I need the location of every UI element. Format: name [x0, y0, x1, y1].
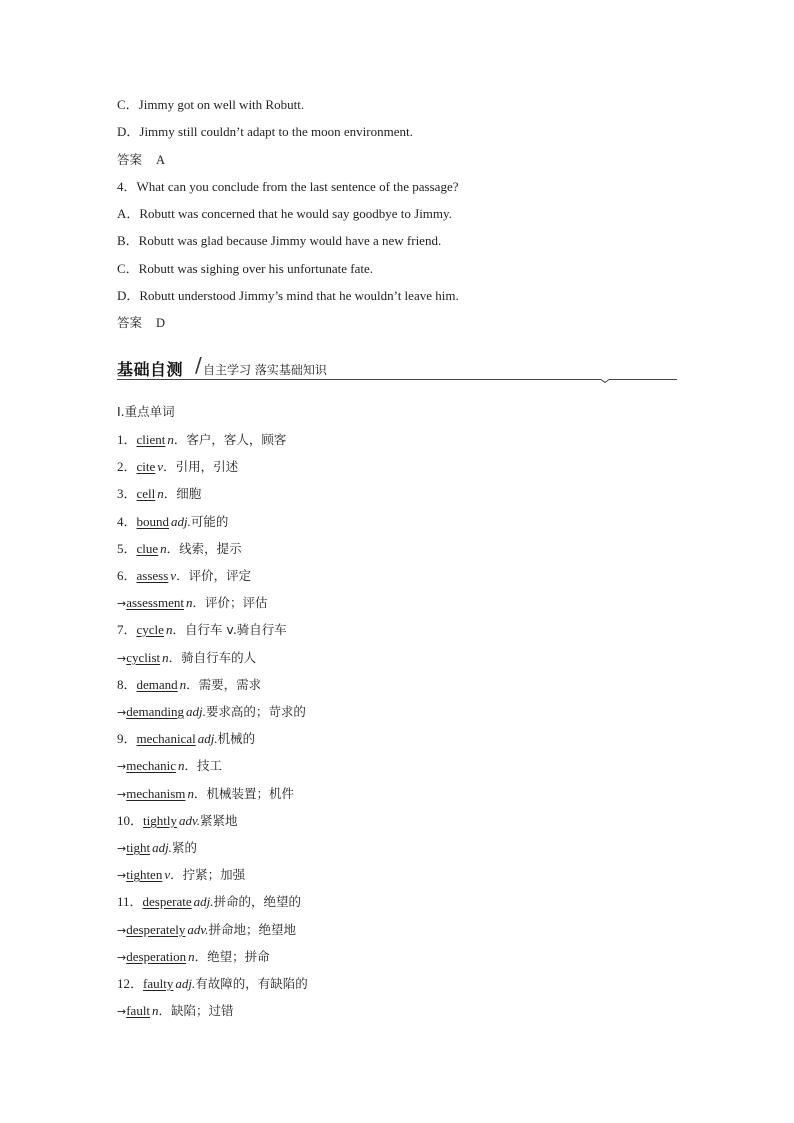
section-rule-line: [117, 378, 677, 384]
vocab-word: tighten: [126, 867, 163, 882]
part-of-speech: adj.: [152, 840, 172, 855]
part-of-speech: n: [157, 486, 164, 501]
q3-answer: [117, 152, 165, 168]
vocab-word: cyclist: [126, 650, 161, 665]
q4-answer: [117, 315, 165, 331]
item-number: 2．: [117, 459, 137, 474]
vocab-meaning: ．绝望；拼命: [194, 949, 270, 964]
vocab-word: assess: [136, 568, 169, 583]
vocab-row: [117, 514, 228, 530]
vocab-meaning: ．引用，引述: [163, 459, 239, 474]
vocab-word: tightly: [143, 813, 177, 828]
item-number: 1．: [117, 432, 137, 447]
vocab-meaning: ．技工: [184, 758, 223, 773]
derivative-arrow: →: [117, 788, 127, 801]
derivative-arrow: →: [117, 869, 127, 882]
q4-option-d: D．Robutt understood Jimmy’s mind that he wouldn’t leave him.: [117, 288, 459, 303]
item-number: 10．: [117, 813, 144, 828]
part-of-speech: n: [187, 786, 194, 801]
part-of-speech: n: [165, 622, 173, 637]
vocab-row: [117, 976, 308, 992]
vocab-row: [117, 922, 296, 939]
vocab-word: fault: [126, 1003, 151, 1018]
part-of-speech: adj.: [171, 514, 191, 529]
vocab-row: [117, 840, 197, 857]
vocab-word: client: [136, 432, 166, 447]
derivative-arrow: →: [117, 760, 127, 773]
vocab-row: [117, 704, 306, 721]
vocab-word: demanding: [126, 704, 184, 719]
vocab-row: [117, 786, 294, 803]
vocab-meaning: 有故障的，有缺陷的: [195, 976, 308, 991]
q3-option-c: C．Jimmy got on well with Robutt.: [117, 97, 305, 112]
item-number: 9．: [117, 731, 137, 746]
vocab-word: desperation: [126, 949, 187, 964]
part-of-speech: adj.: [193, 894, 214, 909]
item-number: 3．: [117, 486, 137, 501]
q4-option-b: B．Robutt was glad because Jimmy would have a new friend.: [117, 233, 442, 248]
q3-option-d: D．Jimmy still couldn’t adapt to the moon environment.: [117, 124, 413, 139]
part-of-speech: adv.: [187, 922, 209, 937]
vocab-row: [117, 650, 256, 667]
part-of-speech: n: [167, 432, 174, 447]
vocab-row: [117, 432, 286, 448]
vocab-meaning: ．需要，需求: [186, 677, 262, 692]
vocab-word: assessment: [126, 595, 184, 610]
item-number: 6．: [117, 568, 137, 583]
vocab-meaning: 紧紧地: [200, 813, 238, 828]
vocab-row: [117, 677, 261, 693]
vocab-row: [117, 622, 287, 638]
item-number: 12．: [117, 976, 144, 991]
vocab-meaning: ．拧紧；加强: [170, 867, 246, 882]
part-of-speech: adv.: [178, 813, 201, 828]
vocab-word: cite: [136, 459, 156, 474]
answer-value: D: [156, 316, 166, 330]
vocab-word: bound: [136, 514, 170, 529]
part-of-speech: n: [162, 650, 169, 665]
vocab-meaning: ．自行车 v.骑自行车: [172, 622, 287, 637]
section-subtitle: 自主学习 落实基础知识: [203, 363, 327, 377]
vocab-word: mechanical: [136, 731, 196, 746]
vocab-row: [117, 486, 201, 502]
vocab-meaning: 可能的: [190, 514, 229, 529]
vocab-meaning: ．机械装置；机件: [193, 786, 294, 801]
derivative-arrow: →: [117, 842, 127, 855]
derivative-arrow: →: [117, 652, 127, 665]
vocab-row: [117, 541, 242, 557]
derivative-arrow: →: [117, 951, 127, 964]
vocab-word: demand: [136, 677, 178, 692]
vocab-row: [117, 894, 301, 910]
derivative-arrow: →: [117, 924, 127, 937]
section-divider-slash: /: [195, 353, 202, 377]
q4-stem: 4．What can you conclude from the last sentence of the passage?: [117, 179, 459, 194]
vocab-meaning: ．细胞: [163, 486, 202, 501]
part-of-speech: v: [170, 568, 177, 583]
vocab-meaning: ．线索，提示: [166, 541, 242, 556]
item-number: 7．: [117, 622, 137, 637]
vocab-row: [117, 1003, 234, 1020]
vocab-word: tight: [126, 840, 151, 855]
part-of-speech: n: [160, 541, 167, 556]
vocab-meaning: ．评价；评估: [192, 595, 268, 610]
vocab-meaning: 拼命地；绝望地: [208, 922, 296, 937]
vocab-word: mechanism: [126, 786, 186, 801]
part-of-speech: n: [186, 595, 193, 610]
part-of-speech: n: [188, 949, 195, 964]
vocab-meaning: 拼命的，绝望的: [213, 894, 302, 909]
vocab-word: faulty: [143, 976, 174, 991]
item-number: 5．: [117, 541, 137, 556]
vocab-meaning: 要求高的；苛求的: [205, 704, 306, 719]
section-header: [117, 354, 677, 382]
vocab-meaning: ．骑自行车的人: [168, 650, 257, 665]
q4-option-c: C．Robutt was sighing over his unfortunate fate.: [117, 261, 373, 276]
answer-value: A: [156, 153, 166, 167]
vocab-meaning: ．缺陷；过错: [158, 1003, 234, 1018]
vocab-word: mechanic: [126, 758, 177, 773]
vocab-word: clue: [136, 541, 159, 556]
vocab-word: cell: [136, 486, 156, 501]
derivative-arrow: →: [117, 706, 127, 719]
part-of-speech: n: [152, 1003, 159, 1018]
vocab-row: [117, 459, 238, 475]
vocab-row: [117, 568, 251, 584]
derivative-arrow: →: [117, 597, 127, 610]
part-of-speech: adj.: [197, 731, 218, 746]
part-of-speech: n: [178, 758, 185, 773]
part-of-speech: adj.: [185, 704, 206, 719]
section-title: 基础自测: [117, 360, 184, 379]
derivative-arrow: →: [117, 1005, 127, 1018]
vocab-row: [117, 949, 270, 966]
part-of-speech: adj.: [175, 976, 196, 991]
vocab-word: desperate: [142, 894, 192, 909]
vocab-meaning: 机械的: [217, 731, 256, 746]
vocab-row: [117, 595, 268, 612]
q4-option-a: A．Robutt was concerned that he would say goodbye to Jimmy.: [117, 206, 452, 221]
item-number: 8．: [117, 677, 137, 692]
answer-label: 答案: [117, 152, 143, 167]
vocab-meaning: 紧的: [171, 840, 197, 855]
vocab-word: desperately: [126, 922, 186, 937]
vocab-heading: Ⅰ.重点单词: [117, 404, 175, 419]
answer-label: 答案: [117, 315, 143, 330]
item-number: 4．: [117, 514, 137, 529]
vocab-meaning: ．评价，评定: [176, 568, 252, 583]
vocab-row: [117, 758, 222, 775]
part-of-speech: n: [179, 677, 187, 692]
item-number: 11．: [117, 894, 143, 909]
part-of-speech: v: [164, 867, 171, 882]
vocab-row: [117, 813, 238, 829]
vocab-word: cycle: [136, 622, 164, 637]
part-of-speech: v: [157, 459, 164, 474]
vocab-row: [117, 731, 255, 747]
vocab-row: [117, 867, 245, 884]
vocab-meaning: ．客户，客人，顾客: [173, 432, 287, 447]
